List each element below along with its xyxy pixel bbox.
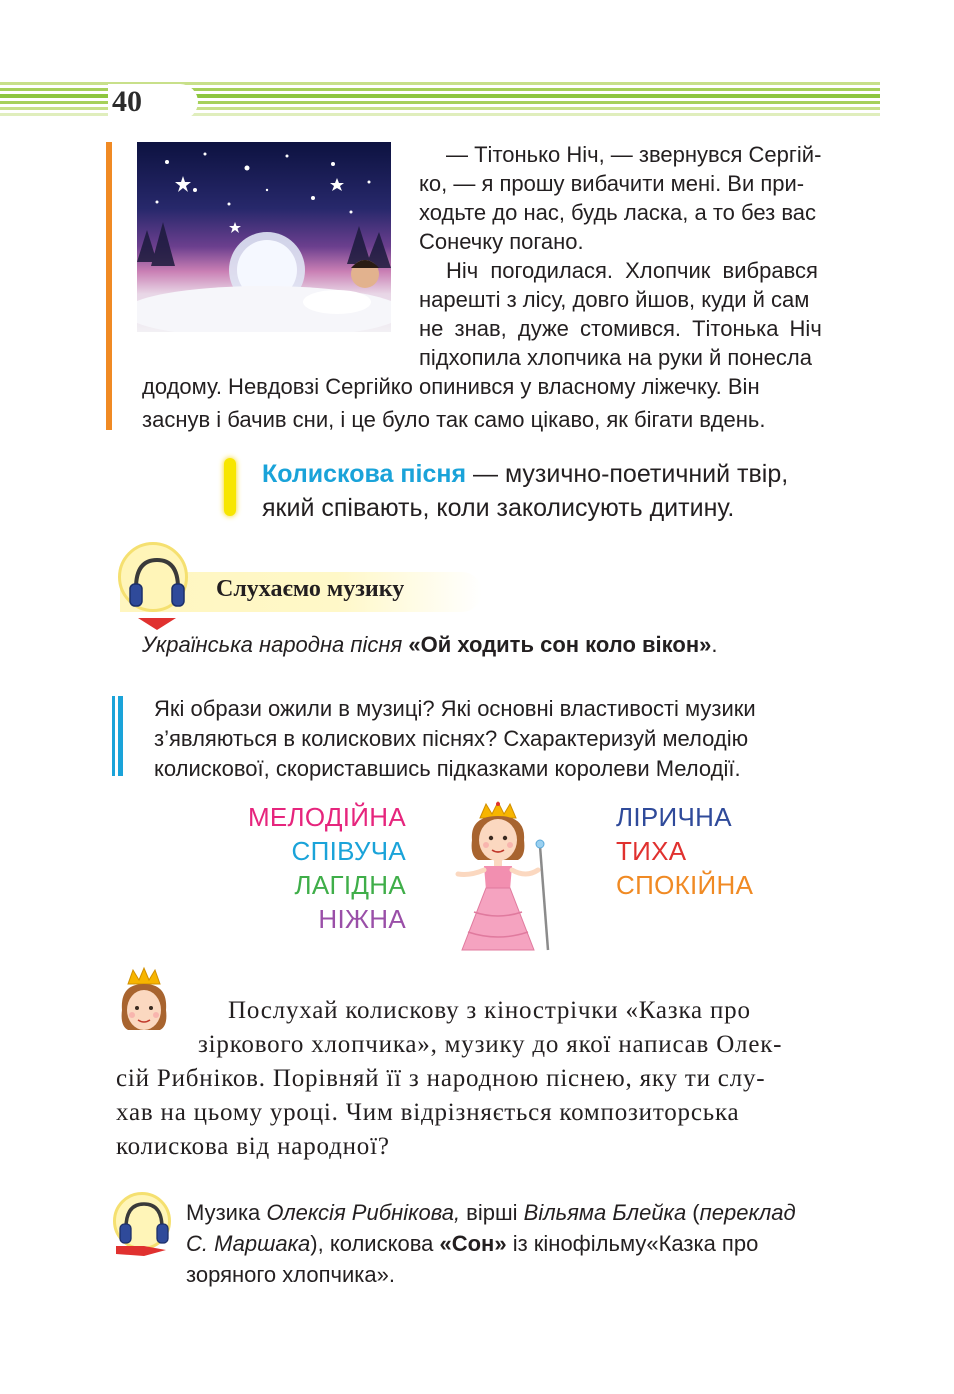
definition-accent-bar bbox=[224, 458, 236, 516]
note-music-by: Музика bbox=[186, 1200, 267, 1225]
note-song-title: «Сон» bbox=[439, 1231, 507, 1256]
definition-line-2: який співають, коли заколисують дитину. bbox=[262, 494, 735, 522]
descriptor-spokiina: СПОКІЙНА bbox=[616, 870, 754, 900]
question-line-3: колискової, скориставшись підказками королеви Мелодії. bbox=[154, 756, 741, 781]
question-line-1: Які образи ожили в музиці? Які основні властивості музики bbox=[154, 696, 756, 721]
task-line-1: Послухай колискову з кінострічки «Казка про bbox=[228, 997, 751, 1024]
story-line-8: підхопила хлопчика на руки й понесла bbox=[419, 345, 812, 370]
descriptor-tykha: ТИХА bbox=[616, 836, 687, 866]
note-lyrics-by: вірші bbox=[460, 1200, 524, 1225]
note-paren-open: ( bbox=[686, 1200, 700, 1225]
task-line-3: сій Рибніков. Порівняй її з народною піснею, яку ти слу- bbox=[116, 1065, 766, 1092]
story-line-1: — Тітонько Ніч, — звернувся Сергій- bbox=[446, 142, 822, 167]
story-accent-bar bbox=[106, 142, 112, 430]
note-translation: переклад bbox=[699, 1200, 796, 1225]
queen-head-icon bbox=[116, 966, 172, 1040]
note-line-1 bbox=[186, 1198, 796, 1228]
story-line-10: заснув і бачив сни, і це було так само цікаво, як бігати вдень. bbox=[142, 407, 766, 432]
listen-banner-title: Слухаємо музику bbox=[216, 576, 405, 602]
note-film-label: із кінофільму«Казка про bbox=[506, 1231, 759, 1256]
definition-text-1: — музично-поетичний твір, bbox=[466, 460, 789, 488]
story-line-3: ходьте до нас, будь ласка, а то без вас bbox=[419, 200, 816, 225]
song-title: «Ой ходить сон коло вікон» bbox=[408, 632, 712, 657]
question-line-2: з’являються в колискових піснях? Схарактеризуй мелодію bbox=[154, 726, 749, 751]
story-line-9: додому. Невдовзі Сергійко опинився у власному ліжечку. Він bbox=[142, 374, 760, 399]
task-line-4: хав на цьому уроці. Чим відрізняється композиторська bbox=[116, 1099, 740, 1126]
note-translator: С. Маршака bbox=[186, 1231, 311, 1256]
questions-accent-bars bbox=[112, 696, 124, 776]
song-suffix: . bbox=[711, 632, 718, 657]
descriptor-spivucha: СПІВУЧА bbox=[291, 836, 406, 866]
definition-line-1 bbox=[262, 457, 788, 491]
descriptor-melodiina: МЕЛОДІЙНА bbox=[247, 802, 406, 832]
note-poet: Вільяма Блейка bbox=[523, 1200, 687, 1225]
story-line-4: Сонечку погано. bbox=[419, 229, 584, 254]
note-lullaby-label: ), колискова bbox=[310, 1231, 440, 1256]
story-line-2: ко, — я прошу вибачити мені. Ви при- bbox=[419, 171, 805, 196]
note-line-2 bbox=[186, 1229, 758, 1259]
story-line-5: Ніч погодилася. Хлопчик вибрався bbox=[446, 258, 818, 283]
story-illustration-night-boy bbox=[137, 142, 391, 332]
task-line-5: колискова від народної? bbox=[116, 1133, 390, 1160]
story-line-6: нарешті з лісу, довго йшов, куди й сам bbox=[419, 287, 810, 312]
song-reference bbox=[142, 631, 717, 659]
note-line-3: зоряного хлопчика». bbox=[186, 1262, 395, 1287]
definition-term: Колискова пісня bbox=[262, 460, 467, 488]
note-composer: Олексія Рибнікова, bbox=[266, 1200, 461, 1225]
story-line-7: не знав, дуже стомився. Тітонька Ніч bbox=[419, 316, 822, 341]
queen-melody-illustration bbox=[452, 800, 552, 960]
descriptor-lagidna: ЛАГІДНА bbox=[294, 870, 406, 900]
night-scene-icon bbox=[137, 142, 391, 332]
descriptor-nizhna: НІЖНА bbox=[318, 904, 406, 934]
song-prefix: Українська народна пісня bbox=[142, 632, 409, 657]
task-line-2: зіркового хлопчика», музику до якої написав Олек- bbox=[198, 1031, 783, 1058]
page-number: 40 bbox=[112, 85, 142, 118]
note-headphones-icon bbox=[114, 1196, 174, 1264]
headphones-icon bbox=[124, 548, 190, 632]
descriptor-lirychna: ЛІРИЧНА bbox=[616, 802, 732, 832]
